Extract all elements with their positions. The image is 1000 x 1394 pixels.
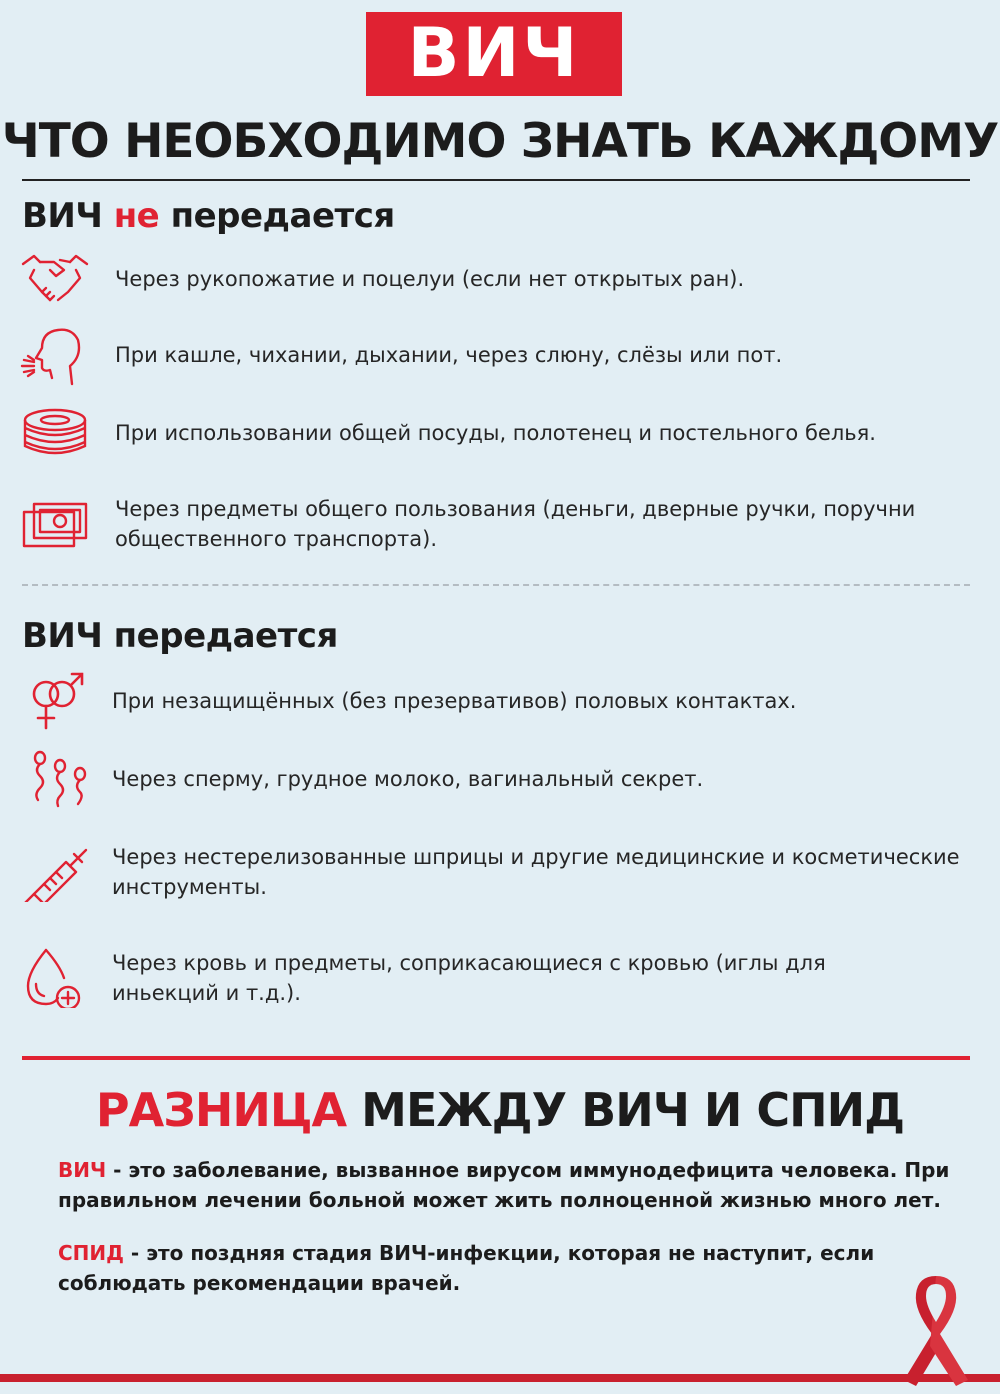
money-icon — [20, 492, 90, 552]
difference-title — [0, 1082, 1000, 1138]
red-divider — [22, 1056, 970, 1060]
section-divider — [22, 584, 970, 586]
bottom-bar — [0, 1374, 1000, 1382]
hiv-term: ВИЧ — [58, 1158, 107, 1182]
sperm-icon — [20, 748, 90, 808]
list-item-text: Через кровь и предметы, соприкасающиеся с кровью (иглы для иньекций и т.д.). — [112, 951, 826, 1005]
gender-icon — [20, 670, 90, 730]
list-item-text: При кашле, чихании, дыхании, через слюну, слёзы или пот. — [115, 343, 783, 367]
heading-accent: не — [113, 196, 160, 236]
difference-title-rest: МЕЖДУ ВИЧ И СПИД — [346, 1083, 905, 1137]
list-item-text: Через предметы общего пользования (деньги, дверные ручки, поручни общественного транспорта). — [115, 497, 916, 551]
blood-drop-icon — [20, 948, 90, 1008]
cough-icon — [20, 326, 90, 386]
list-item-text: При использовании общей посуды, полотенец и постельного белья. — [115, 421, 876, 445]
page-subtitle: ЧТО НЕОБХОДИМО ЗНАТЬ КАЖДОМУ — [1, 114, 999, 169]
red-ribbon-icon — [896, 1268, 976, 1390]
aids-text: - это поздняя стадия ВИЧ-инфекции, которая не наступит, если соблюдать рекомендации врачей. — [58, 1241, 875, 1295]
aids-term: СПИД — [58, 1241, 124, 1265]
heading-prefix: ВИЧ — [22, 196, 114, 236]
syringe-icon — [20, 842, 90, 902]
plates-icon — [20, 404, 90, 464]
list-item-text: Через рукопожатие и поцелуи (если нет открытых ран). — [115, 267, 745, 291]
section-heading-transmitted: ВИЧ передается — [22, 616, 338, 656]
difference-title-accent: РАЗНИЦА — [95, 1083, 347, 1137]
page-title: ВИЧ — [366, 12, 622, 96]
list-item-text: Через нестерелизованные шприцы и другие медицинские и косметические инструменты. — [112, 845, 960, 899]
header-divider — [22, 179, 970, 181]
heading-suffix: передается — [159, 196, 395, 236]
aids-definition — [58, 1238, 958, 1298]
hiv-definition — [58, 1155, 978, 1215]
list-item-text: Через сперму, грудное молоко, вагинальный секрет. — [112, 767, 704, 791]
handshake-icon — [20, 250, 90, 310]
list-item-text: При незащищённых (без презервативов) половых контактах. — [112, 689, 797, 713]
hiv-text: - это заболевание, вызванное вирусом иммунодефицита человека. При правильном лечении больной может жить полноценной жизнью много лет. — [58, 1158, 950, 1212]
section-heading-not-transmitted — [22, 196, 395, 236]
